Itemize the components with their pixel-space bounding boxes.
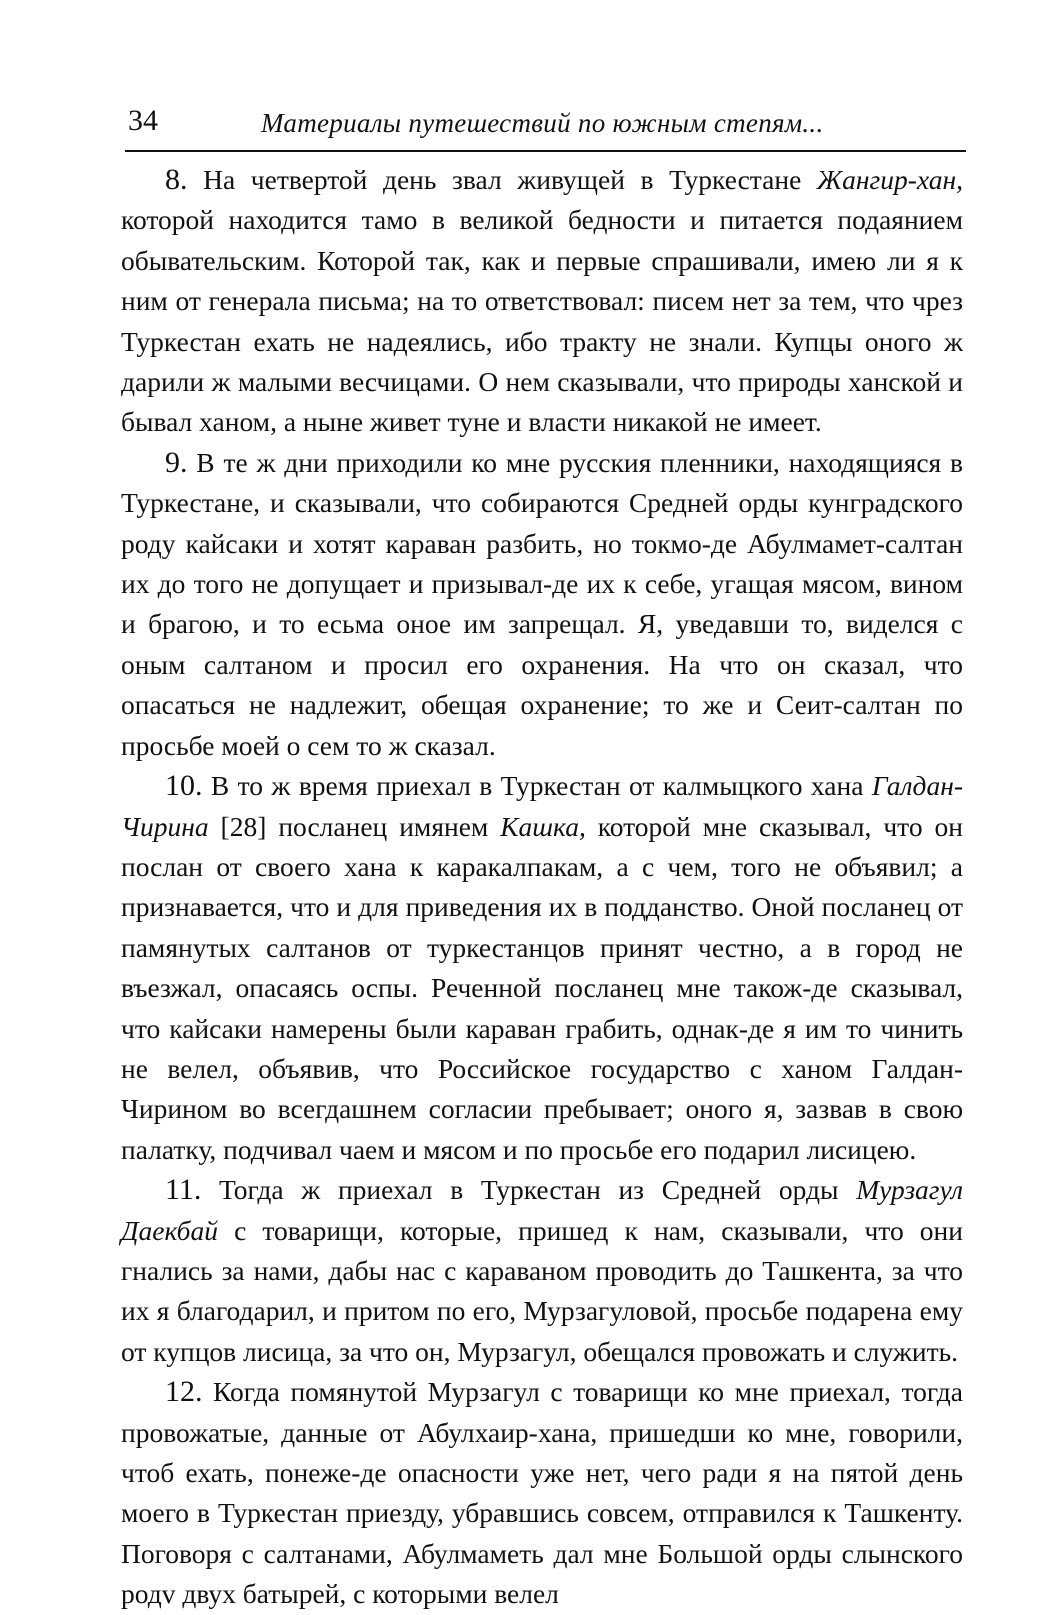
italic-name: Жангир-хан, — [816, 164, 963, 195]
paragraph-number: 11. — [165, 1173, 202, 1207]
paragraph-text: Тогда ж приехал в Туркестан из Средней орды — [201, 1174, 857, 1206]
page-header — [128, 98, 964, 150]
page-number: 34 — [128, 104, 158, 137]
italic-name: Мурзагул Даекбай — [121, 1174, 963, 1246]
paragraph-text: [28] посланец имянем — [208, 810, 501, 842]
paragraph-8 — [121, 160, 963, 443]
paragraph-text: которой находится тамо в великой бедности и питается подаянием обывательским. Которой так, как и первые спрашивали, имею ли я к ним от генерала письма; на то ответствовал: писем нет за тем, что чрез Туркестан ехать не надеялись, ибо тракту не знали. Купцы оного ж дарили ж малыми весчицами. О нем сказывали, что природы ханской и бывал ханом, а ныне живет туне и власти никакой не имеет. — [121, 204, 963, 438]
paragraph-11 — [121, 1170, 963, 1372]
paragraph-number: 12. — [165, 1375, 203, 1409]
paragraph-text: с товарищи, которые, пришед к нам, сказывали, что они гнались за нами, дабы нас с караваном проводить до Ташкента, за что их я благодарил, и притом по его, Мурзагуловой, просьбе подарена ему от купцов лисица, за что он, Мурзагул, обещался провожать и служить. — [121, 1214, 963, 1367]
paragraph-number: 10. — [165, 769, 203, 803]
paragraph-text: В то ж время приехал в Туркестан от калмыцкого хана — [202, 770, 872, 802]
paragraph-number: 9. — [165, 445, 188, 479]
paragraph-9 — [121, 443, 963, 766]
paragraph-text: На четвертой день звал живущей в Туркестане — [187, 164, 817, 195]
paragraph-text: которой мне сказывал, что он послан от своего хана к каракалпакам, а с чем, того не объявил; а признавается, что и для приведения их в подданство. Оной посланец от памянутых салтанов от туркестанцов принят честно, а в город не въезжал, опасаясь оспы. Реченной посланец мне також-де сказывал, что кайсаки намерены были караван грабить, однак-де я им то чинить не велел, объявив, что Российское государство с ханом Галдан-Чирином во всегдашнем согласии пребывает; оного я, зазвав в свою палатку, подчивал чаем и мясом и по просьбе его подарил лисицею. — [121, 810, 963, 1165]
paragraph-12 — [121, 1372, 963, 1614]
paragraph-text: В те ж дни приходили ко мне русския пленники, находящияся в Туркестане, и сказывали, что собираются Средней орды кунградского роду кайсаки и хотят караван разбить, но токмо-де Абулмамет-салтан их до того не допущает и призывал-де их к себе, угащая мясом, вином и брагою, и то есьма оное им запрещал. Я, уведавши то, виделся с оным салтаном и просил его охранения. На что он сказал, что опасаться не надлежит, обещая охранение; то же и Сеит-салтан по просьбе моей о сем то ж сказал. — [121, 446, 963, 761]
running-title: Материалы путешествий по южным степям... — [261, 108, 824, 138]
paragraph-number: 8. — [165, 163, 188, 196]
italic-name: Галдан-Чирина — [121, 770, 963, 842]
paragraph-10 — [121, 766, 963, 1170]
italic-name: Кашка, — [500, 810, 586, 842]
header-rule — [125, 150, 966, 152]
paragraph-text: Когда помянутой Мурзагул с товарищи ко мне приехал, тогда провожатые, данные от Абулхаир-хана, пришедши ко мне, говорили, чтоб ехать, понеже-де опасности уже нет, чего ради я на пятой день моего в Туркестан приезду, убравшись совсем, отправился к Ташкенту. Поговоря с салтанами, Абулмаметь дал мне Большой орды слынского родv двух батырей, с которыми велел — [121, 1376, 963, 1610]
body-text — [121, 160, 963, 1615]
